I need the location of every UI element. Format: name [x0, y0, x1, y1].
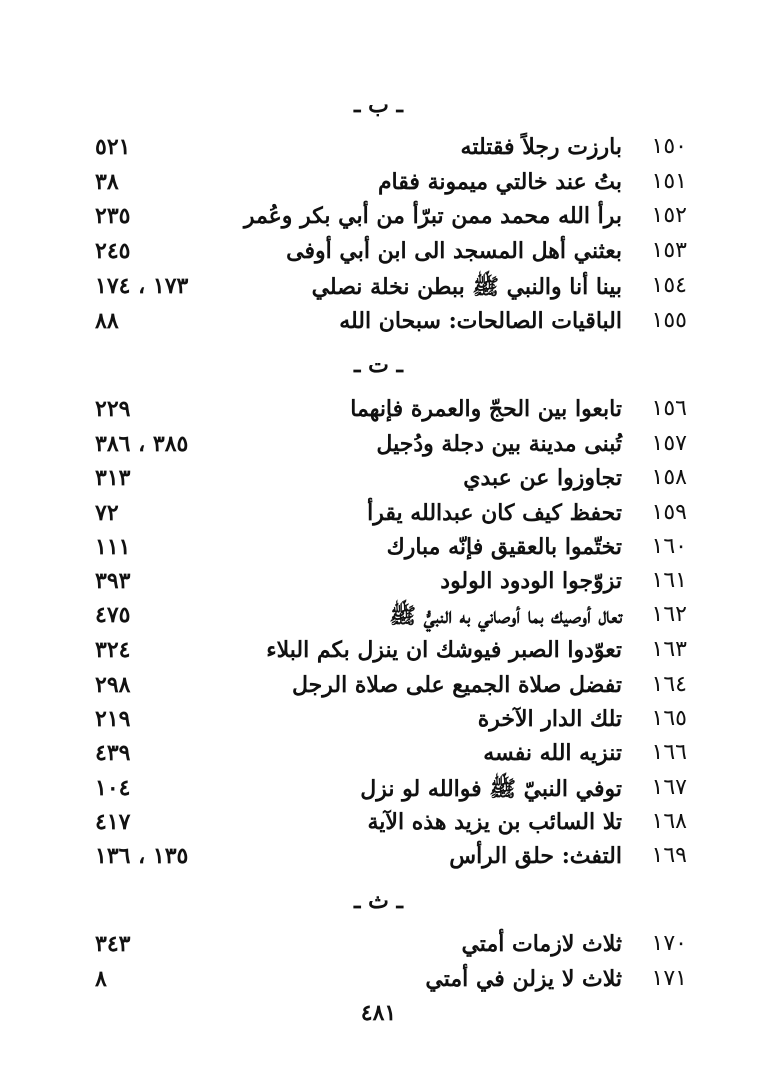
entry-title: بتُ عند خالتي ميمونة فقام — [377, 169, 622, 195]
index-entry — [0, 500, 757, 534]
index-entry — [0, 706, 757, 740]
index-entry — [0, 672, 757, 706]
entry-pages: ٢٢٩ — [95, 396, 131, 422]
entry-number: ١٥٣ — [651, 238, 687, 263]
entry-title: بارزت رجلاً فقتلته — [460, 134, 622, 160]
entry-pages: ٧٢ — [95, 500, 119, 526]
entry-number: ١٦٧ — [651, 775, 687, 800]
index-entry — [0, 203, 757, 237]
index-entry — [0, 134, 757, 168]
index-entry — [0, 273, 757, 307]
entry-pages: ٣٨٥ ، ٣٨٦ — [95, 431, 189, 457]
entry-title: تزوّجوا الودود الولود — [440, 568, 622, 594]
entry-number: ١٥٥ — [651, 308, 687, 333]
entry-number: ١٦٨ — [651, 809, 687, 834]
entry-title: برأ الله محمد ممن تبرّأ من أبي بكر وعُمر — [243, 203, 622, 229]
entry-pages: ٣٢٤ — [95, 637, 131, 663]
entry-number: ١٦٣ — [651, 637, 687, 662]
index-entry — [0, 602, 757, 636]
index-entry — [0, 775, 757, 809]
entry-pages: ٢١٩ — [95, 706, 131, 732]
index-entry — [0, 396, 757, 430]
entry-number: ١٥٤ — [651, 273, 687, 298]
entry-title: بينا أنا والنبي ﷺ ببطن نخلة نصلي — [311, 274, 622, 300]
entry-pages: ١٠٤ — [95, 775, 131, 801]
entry-number: ١٦١ — [651, 568, 687, 593]
entry-title: التفث: حلق الرأس — [449, 843, 622, 869]
entry-number: ١٥٧ — [651, 431, 687, 456]
entry-number: ١٥١ — [651, 169, 687, 194]
entry-pages: ٣١٣ — [95, 465, 131, 491]
entry-pages: ٢٣٥ — [95, 203, 131, 229]
entry-pages: ٤٧٥ — [95, 602, 131, 628]
entry-pages: ٥٢١ — [95, 134, 131, 160]
index-entry — [0, 931, 757, 965]
entry-title: تعال أوصيك بما أوصاني به النبيُّ ﷺ — [389, 603, 622, 629]
index-entry — [0, 465, 757, 499]
entry-title: ثلاث لا يزلن في أمتي — [425, 966, 622, 992]
entry-title: تابعوا بين الحجّ والعمرة فإنهما — [350, 396, 622, 422]
entry-title: تعوّدوا الصبر فيوشك ان ينزل بكم البلاء — [266, 637, 622, 663]
entry-number: ١٥٨ — [651, 465, 687, 490]
page-number: ٤٨١ — [360, 1000, 397, 1026]
entry-pages: ٨ — [95, 966, 107, 992]
entry-pages: ٢٩٨ — [95, 672, 131, 698]
entry-number: ١٦٦ — [651, 740, 687, 765]
section-header-ta: ـ ت ـ — [354, 352, 403, 378]
entry-title: ثلاث لازمات أمتي — [461, 931, 622, 957]
entry-number: ١٦٩ — [651, 843, 687, 868]
entry-pages: ١٧٣ ، ١٧٤ — [95, 273, 189, 299]
index-entry — [0, 637, 757, 671]
entry-number: ١٦٤ — [651, 672, 687, 697]
entry-title: تجاوزوا عن عبدي — [463, 465, 622, 491]
entry-number: ١٦٥ — [651, 706, 687, 731]
entry-title: تُبنى مدينة بين دجلة ودُجيل — [376, 431, 622, 457]
index-entry — [0, 308, 757, 342]
entry-number: ١٥٩ — [651, 500, 687, 525]
entry-pages: ٣٩٣ — [95, 568, 131, 594]
entry-number: ١٦٠ — [651, 534, 687, 559]
section-header-tha: ـ ث ـ — [354, 888, 403, 914]
index-entry — [0, 809, 757, 843]
entry-pages: ٤٣٩ — [95, 740, 131, 766]
index-entry — [0, 568, 757, 602]
index-entry — [0, 534, 757, 568]
index-entry — [0, 169, 757, 203]
entry-title: بعثني أهل المسجد الى ابن أبي أوفى — [286, 238, 622, 264]
entry-pages: ٤١٧ — [95, 809, 131, 835]
entry-pages: ٨٨ — [95, 308, 119, 334]
index-entry — [0, 966, 757, 1000]
entry-number: ١٥٦ — [651, 396, 687, 421]
entry-title: تلك الدار الآخرة — [477, 706, 622, 732]
entry-title: تفضل صلاة الجميع على صلاة الرجل — [292, 672, 622, 698]
entry-title: تحفظ كيف كان عبدالله يقرأ — [367, 500, 622, 526]
entry-pages: ٣٤٣ — [95, 931, 131, 957]
index-entry — [0, 431, 757, 465]
entry-number: ١٧١ — [651, 966, 687, 991]
index-entry — [0, 843, 757, 877]
entry-number: ١٧٠ — [651, 931, 687, 956]
section-header-ba: ـ ب ـ — [354, 92, 403, 118]
entry-number: ١٥٢ — [651, 203, 687, 228]
entry-number: ١٥٠ — [651, 134, 687, 159]
entry-title: تنزيه الله نفسه — [483, 740, 622, 766]
entry-number: ١٦٢ — [651, 602, 687, 627]
entry-title: الباقيات الصالحات: سبحان الله — [339, 308, 622, 334]
index-entry — [0, 238, 757, 272]
entry-title: تلا السائب بن يزيد هذه الآية — [367, 809, 622, 835]
entry-pages: ١٣٥ ، ١٣٦ — [95, 843, 189, 869]
entry-pages: ٢٤٥ — [95, 238, 131, 264]
index-entry — [0, 740, 757, 774]
entry-title: توفي النبيّ ﷺ فوالله لو نزل — [360, 776, 622, 802]
entry-pages: ١١١ — [95, 534, 131, 560]
entry-pages: ٣٨ — [95, 169, 119, 195]
entry-title: تختّموا بالعقيق فإنّه مبارك — [386, 534, 622, 560]
